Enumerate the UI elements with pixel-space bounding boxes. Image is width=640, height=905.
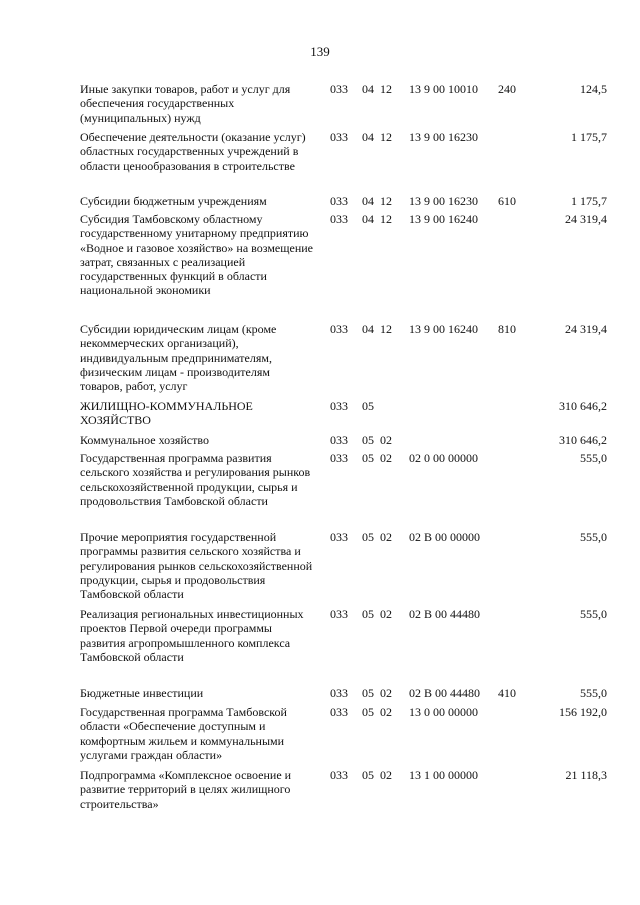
row-sum: 24 319,4 bbox=[565, 212, 607, 226]
row-subsection: 02 bbox=[380, 433, 392, 447]
row-name: Подпрограмма «Комплексное освоение и развитие территорий в целях жилищного строительства» bbox=[80, 768, 292, 811]
row-article: 02 В 00 00000 bbox=[409, 530, 481, 544]
row-subsection: 02 bbox=[380, 686, 392, 700]
row-code: 033 bbox=[330, 212, 348, 226]
row-code: 033 bbox=[330, 768, 348, 782]
row-article: 13 9 00 16240 bbox=[409, 322, 478, 336]
row-section: 05 bbox=[362, 530, 374, 544]
row-code: 033 bbox=[330, 433, 348, 447]
row-subsection: 12 bbox=[380, 194, 392, 208]
row-section: 04 bbox=[362, 130, 374, 144]
row-sum: 156 192,0 bbox=[559, 705, 607, 719]
row-article: 13 9 00 16230 bbox=[409, 130, 478, 144]
row-expense-type: 810 bbox=[498, 322, 516, 336]
row-sum: 555,0 bbox=[580, 530, 607, 544]
row-article: 13 9 00 16230 bbox=[409, 194, 478, 208]
row-code: 033 bbox=[330, 130, 348, 144]
row-sum: 1 175,7 bbox=[571, 194, 607, 208]
row-sum: 1 175,7 bbox=[571, 130, 607, 144]
row-sum: 21 118,3 bbox=[565, 768, 607, 782]
row-code: 033 bbox=[330, 82, 348, 96]
row-subsection: 02 bbox=[380, 705, 392, 719]
row-code: 033 bbox=[330, 194, 348, 208]
row-section: 05 bbox=[362, 451, 374, 465]
row-section: 05 bbox=[362, 686, 374, 700]
row-article: 13 9 00 10010 bbox=[409, 82, 478, 96]
row-subsection: 12 bbox=[380, 212, 392, 226]
row-code: 033 bbox=[330, 705, 348, 719]
row-article: 02 В 00 44480 bbox=[409, 686, 481, 700]
row-subsection: 12 bbox=[380, 82, 392, 96]
page-number: 139 bbox=[310, 44, 330, 59]
row-name: ЖИЛИЩНО-КОММУНАЛЬНОЕ ХОЗЯЙСТВО bbox=[80, 399, 253, 428]
row-section: 04 bbox=[362, 194, 374, 208]
row-subsection: 12 bbox=[380, 322, 392, 336]
row-name: Государственная программа развития сельского хозяйства и регулирования рынков сельскохозяйственной продукции, сырья и продовольствия Тамбовской области bbox=[80, 451, 311, 508]
row-code: 033 bbox=[330, 607, 348, 621]
row-sum: 555,0 bbox=[580, 451, 607, 465]
row-name: Субсидия Тамбовскому областному государственному унитарному предприятию «Водное и газовое хозяйство» на возмещение затрат, связанных с реализацией государственных функций в области национальной экономики bbox=[80, 212, 313, 298]
row-sum: 124,5 bbox=[580, 82, 607, 96]
row-section: 05 bbox=[362, 768, 374, 782]
row-article: 02 В 00 44480 bbox=[409, 607, 481, 621]
row-name: Бюджетные инвестиции bbox=[80, 686, 204, 700]
row-article: 13 1 00 00000 bbox=[409, 768, 478, 782]
row-expense-type: 610 bbox=[498, 194, 516, 208]
row-section: 04 bbox=[362, 212, 374, 226]
row-sum: 555,0 bbox=[580, 607, 607, 621]
row-code: 033 bbox=[330, 451, 348, 465]
row-section: 05 bbox=[362, 705, 374, 719]
row-code: 033 bbox=[330, 399, 348, 413]
row-sum: 555,0 bbox=[580, 686, 607, 700]
row-name: Государственная программа Тамбовской области «Обеспечение доступным и комфортным жильем и коммунальными услугами граждан области» bbox=[80, 705, 287, 762]
row-section: 04 bbox=[362, 322, 374, 336]
row-sum: 310 646,2 bbox=[559, 433, 607, 447]
row-code: 033 bbox=[330, 322, 348, 336]
row-code: 033 bbox=[330, 530, 348, 544]
row-name: Субсидии бюджетным учреждениям bbox=[80, 194, 267, 208]
row-subsection: 12 bbox=[380, 130, 392, 144]
row-section: 05 bbox=[362, 607, 374, 621]
row-name: Реализация региональных инвестиционных проектов Первой очереди программы развития агропромышленного комплекса Тамбовской области bbox=[80, 607, 304, 664]
row-sum: 24 319,4 bbox=[565, 322, 607, 336]
row-name: Субсидии юридическим лицам (кроме некоммерческих организаций), индивидуальным предпринимателям, физическим лицам - производителям товаров, работ, услуг bbox=[80, 322, 277, 394]
row-name: Прочие мероприятия государственной программы развития сельского хозяйства и регулирования рынков сельскохозяйственной продукции, сырья и продовольствия Тамбовской области bbox=[80, 530, 313, 602]
row-name: Иные закупки товаров, работ и услуг для обеспечения государственных (муниципальных) нужд bbox=[80, 82, 291, 125]
row-sum: 310 646,2 bbox=[559, 399, 607, 413]
row-subsection: 02 bbox=[380, 768, 392, 782]
row-section: 05 bbox=[362, 433, 374, 447]
row-article: 02 0 00 00000 bbox=[409, 451, 478, 465]
row-code: 033 bbox=[330, 686, 348, 700]
row-section: 05 bbox=[362, 399, 374, 413]
row-subsection: 02 bbox=[380, 607, 392, 621]
row-subsection: 02 bbox=[380, 530, 392, 544]
row-article: 13 9 00 16240 bbox=[409, 212, 478, 226]
row-expense-type: 410 bbox=[498, 686, 516, 700]
row-name: Коммунальное хозяйство bbox=[80, 433, 209, 447]
row-section: 04 bbox=[362, 82, 374, 96]
row-name: Обеспечение деятельности (оказание услуг) областных государственных учреждений в области ценообразования в строительстве bbox=[80, 130, 306, 173]
row-subsection: 02 bbox=[380, 451, 392, 465]
row-article: 13 0 00 00000 bbox=[409, 705, 478, 719]
row-expense-type: 240 bbox=[498, 82, 516, 96]
